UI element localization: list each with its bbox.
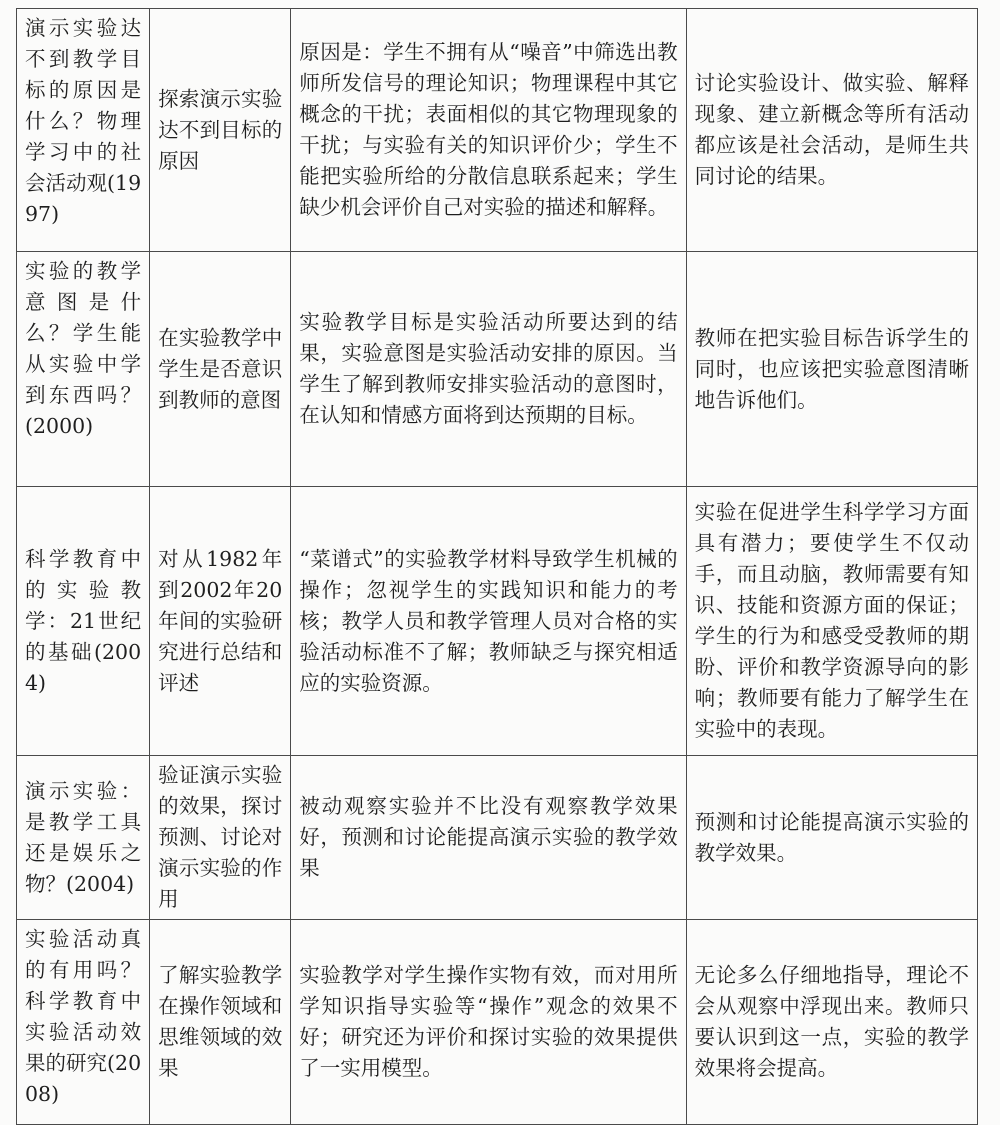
study-title-cell [17,252,150,487]
table-row [17,920,978,1125]
study-findings-cell [291,487,686,756]
study-title-cell [17,487,150,756]
table-row [17,9,978,252]
study-purpose-cell [150,920,291,1125]
study-findings-cell [291,252,686,487]
study-title: 演示实验达不到教学目标的原因是什么？物理学习中的社会活动观(1997) [25,16,142,226]
study-findings-cell [291,920,686,1125]
study-conclusion: 教师在把实验目标告诉学生的同时，也应该把实验意图清晰地告诉他们。 [694,325,969,412]
study-title: 演示实验：是教学工具还是娱乐之物？(2004) [25,778,142,896]
study-findings-cell [291,756,686,920]
study-purpose-cell [150,756,291,920]
study-title: 科学教育中的实验教学：21世纪的基础(2004) [25,546,142,695]
table-row [17,487,978,756]
study-purpose: 在实验教学中学生是否意识到教师的意图 [158,325,283,412]
study-purpose: 探索演示实验达不到目标的原因 [158,86,283,173]
study-title-cell [17,9,150,252]
study-purpose-cell [150,487,291,756]
study-title-cell [17,756,150,920]
research-summary-table [16,8,978,1125]
study-purpose: 验证演示实验的效果，探讨预测、讨论对演示实验的作用 [158,763,283,911]
study-findings: 实验教学目标是实验活动所要达到的结果，实验意图是实验活动安排的原因。当学生了解到教师安排实验活动的意图时，在认知和情感方面将到达预期的目标。 [299,310,678,427]
study-title: 实验活动真的有用吗？科学教育中实验活动效果的研究(2008) [25,927,142,1106]
study-findings: 被动观察实验并不比没有观察教学效果好，预测和讨论能提高演示实验的教学效果 [299,794,678,880]
study-findings: 原因是：学生不拥有从“噪音”中筛选出教师所发信号的理论知识；物理课程中其它概念的干扰；表面相似的其它物理现象的干扰；与实验有关的知识评价少；学生不能把实验所给的分散信息联系起来；学生缺少机会评价自己对实验的描述和解释。 [299,40,678,219]
study-conclusion: 无论多么仔细地指导，理论不会从观察中浮现出来。教师只要认识到这一点，实验的教学效果将会提高。 [694,963,969,1080]
study-purpose-cell [150,9,291,252]
table-row [17,252,978,487]
study-conclusion-cell [686,252,977,487]
study-purpose: 了解实验教学在操作领域和思维领域的效果 [158,963,283,1080]
study-conclusion-cell [686,756,977,920]
study-purpose-cell [150,252,291,487]
table-row [17,756,978,920]
study-findings: 实验教学对学生操作实物有效，而对用所学知识指导实验等“操作”观念的效果不好；研究还为评价和探讨实验的效果提供了一实用模型。 [299,963,678,1080]
study-conclusion: 预测和讨论能提高演示实验的教学效果。 [694,809,969,865]
study-findings: “菜谱式”的实验教学材料导致学生机械的操作；忽视学生的实践知识和能力的考核；教学人员和教学管理人员对合格的实验活动标准不了解；教师缺乏与探究相适应的实验资源。 [299,546,678,695]
study-conclusion-cell [686,487,977,756]
study-conclusion-cell [686,920,977,1125]
study-conclusion-cell [686,9,977,252]
study-findings-cell [291,9,686,252]
study-conclusion: 实验在促进学生科学学习方面具有潜力；要使学生不仅动手，而且动脑，教师需要有知识、技能和资源方面的保证；学生的行为和感受受教师的期盼、评价和教学资源导向的影响；教师要有能力了解学生在实验中的表现。 [694,500,969,741]
study-conclusion: 讨论实验设计、做实验、解释现象、建立新概念等所有活动都应该是社会活动，是师生共同讨论的结果。 [694,71,969,188]
study-title-cell [17,920,150,1125]
study-purpose: 对从1982年到2002年20年间的实验研究进行总结和评述 [158,546,283,695]
study-title: 实验的教学意图是什么？学生能从实验中学到东西吗？(2000) [25,259,142,438]
